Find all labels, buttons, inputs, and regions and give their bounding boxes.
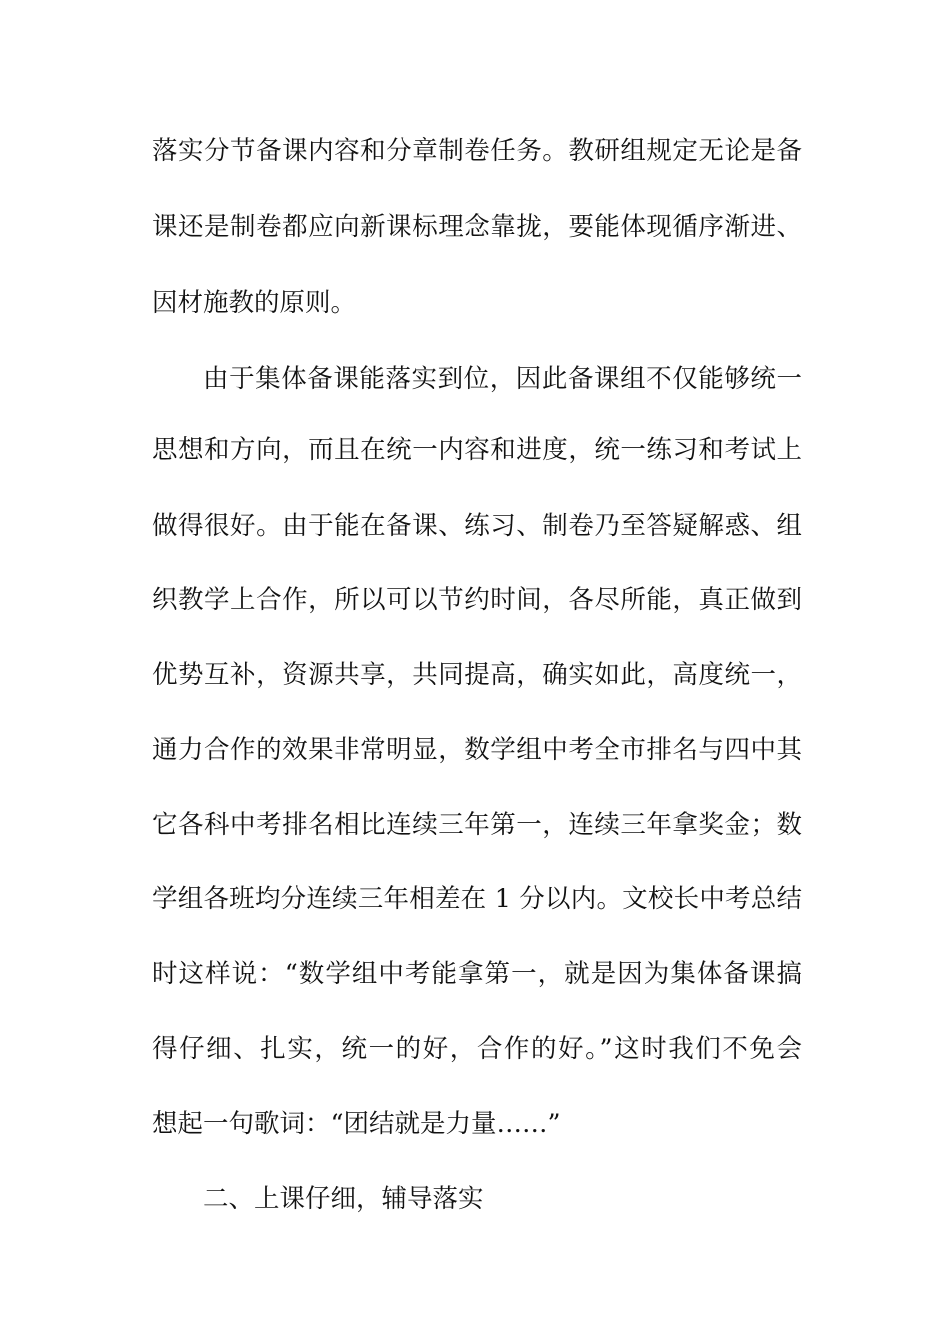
text-line: 通力合作的效果非常明显，数学组中考全市排名与四中其 <box>152 735 802 765</box>
text-line: 因材施教的原则。 <box>152 288 357 318</box>
text-line: 落实分节备课内容和分章制卷任务。教研组规定无论是备 <box>152 136 802 166</box>
text-line: 由于集体备课能落实到位，因此备课组不仅能够统一 <box>203 364 802 394</box>
section-heading: 二、上课仔细，辅导落实 <box>203 1184 484 1214</box>
text-line: 织教学上合作，所以可以节约时间，各尽所能，真正做到 <box>152 585 802 615</box>
text-line: 它各科中考排名相比连续三年第一，连续三年拿奖金；数 <box>152 810 802 840</box>
text-line: 做得很好。由于能在备课、练习、制卷乃至答疑解惑、组 <box>152 511 802 541</box>
text-line: 学组各班均分连续三年相差在 1 分以内。文校长中考总结 <box>152 884 802 914</box>
text-line: 想起一句歌词：“团结就是力量……” <box>152 1109 561 1139</box>
text-line: 课还是制卷都应向新课标理念靠拢，要能体现循序渐进、 <box>152 212 802 242</box>
text-line: 得仔细、扎实，统一的好，合作的好。”这时我们不免会 <box>152 1034 802 1064</box>
text-line: 思想和方向，而且在统一内容和进度，统一练习和考试上 <box>152 435 802 465</box>
text-line: 时这样说：“数学组中考能拿第一，就是因为集体备课搞 <box>152 959 802 989</box>
text-line: 优势互补，资源共享，共同提高，确实如此，高度统一， <box>152 660 802 690</box>
